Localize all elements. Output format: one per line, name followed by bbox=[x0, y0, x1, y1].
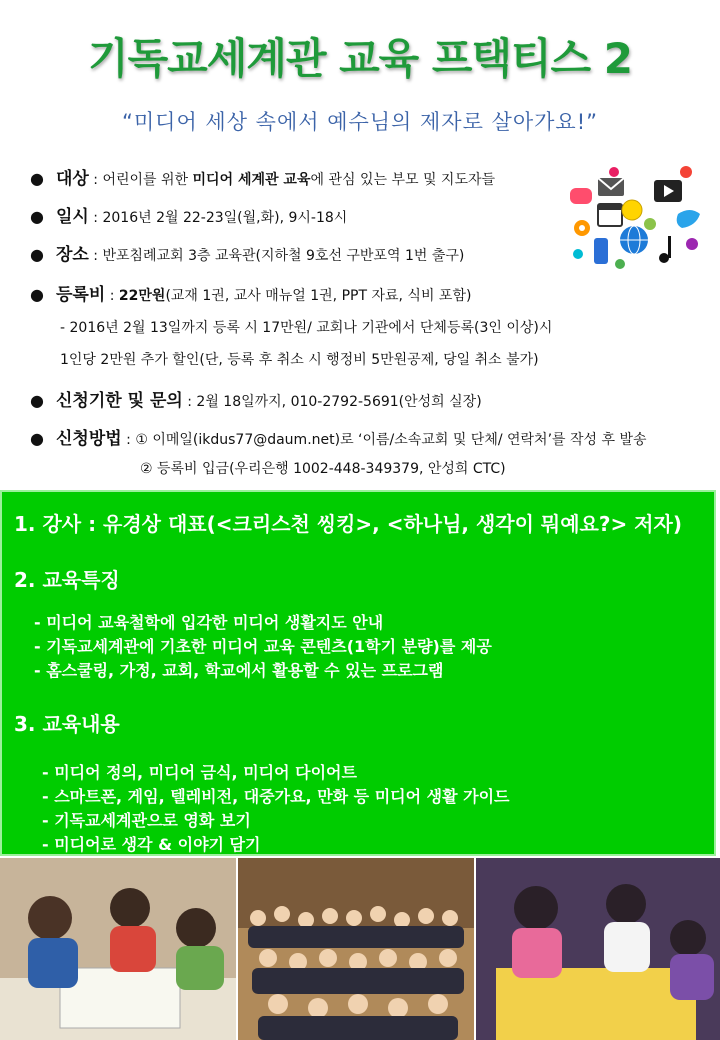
place-row bbox=[30, 240, 464, 265]
method-row bbox=[30, 424, 647, 449]
fee-text: (교재 1권, 교사 매뉴얼 1권, PPT 자료, 식비 포함) bbox=[165, 288, 472, 304]
content-item: - 스마트폰, 게임, 텔레비전, 대중가요, 만화 등 미디어 생활 가이드 bbox=[42, 787, 510, 806]
deadline-label: 신청기한 및 문의 bbox=[56, 391, 183, 411]
bullet: ● bbox=[30, 285, 44, 304]
bullet: ● bbox=[30, 391, 44, 410]
page-title: 기독교세계관 교육 프택티스 2 bbox=[88, 34, 632, 83]
target-label: 대상 bbox=[56, 169, 89, 189]
chat-icon bbox=[570, 188, 592, 204]
date-text: : 2016년 2월 22-23일(월,화), 9시-18시 bbox=[88, 210, 348, 226]
target-row bbox=[30, 164, 495, 189]
target-highlight: 미디어 세계관 교육 bbox=[192, 172, 311, 188]
fee-label: 등록비 bbox=[56, 285, 106, 305]
date-label: 일시 bbox=[56, 207, 89, 227]
content-item: - 기독교세계관으로 영화 보기 bbox=[42, 811, 251, 830]
email-icon bbox=[598, 178, 624, 196]
target-text-a: : 어린이를 위한 bbox=[88, 172, 193, 188]
fee-note-2: 1인당 2만원 추가 할인(단, 등록 후 취소 시 행정비 5만원공제, 당일 취소 불가) bbox=[60, 352, 539, 368]
globe-icon bbox=[620, 226, 648, 254]
fee-row bbox=[30, 280, 471, 305]
contents-title: 3. 교육내용 bbox=[14, 712, 120, 736]
phone-icon bbox=[594, 238, 608, 264]
photo-children-drawing bbox=[0, 858, 236, 1040]
feature-item: - 홈스쿨링, 가정, 교회, 학교에서 활용할 수 있는 프로그램 bbox=[34, 661, 444, 680]
target-text-b: 에 관심 있는 부모 및 지도자들 bbox=[310, 172, 496, 188]
bullet: ● bbox=[30, 169, 44, 188]
bullet: ● bbox=[30, 429, 44, 448]
place-text: : 반포침례교회 3층 교육관(지하철 9호선 구반포역 1번 출구) bbox=[88, 248, 465, 264]
calendar-icon bbox=[598, 204, 622, 226]
content-item: - 미디어 정의, 미디어 금식, 미디어 다이어트 bbox=[42, 763, 357, 782]
fee-sep: : bbox=[105, 288, 119, 304]
photo-group bbox=[238, 858, 474, 1040]
fee-note-1: - 2016년 2월 13일까지 등록 시 17만원/ 교회나 기관에서 단체등록(3인 이상)시 bbox=[60, 320, 553, 336]
place-label: 장소 bbox=[56, 245, 89, 265]
photo-workshop bbox=[476, 858, 720, 1040]
method-label: 신청방법 bbox=[56, 429, 122, 449]
play-icon bbox=[654, 180, 682, 202]
method-step-2: ② 등록비 입금(우리은행 1002-448-349379, 안성희 CTC) bbox=[140, 461, 506, 477]
fee-amount: 22만원 bbox=[118, 288, 166, 304]
deadline-row bbox=[30, 386, 482, 411]
bullet: ● bbox=[30, 245, 44, 264]
smiley-icon bbox=[622, 200, 642, 220]
instructor-line: 1. 강사 : 유경상 대표(<크리스천 씽킹>, <하나님, 생각이 뭐예요?> 저자) bbox=[14, 512, 682, 536]
twitter-bird-icon bbox=[677, 210, 700, 228]
features-title: 2. 교육특징 bbox=[14, 568, 120, 592]
page-subtitle: “미디어 세상 속에서 예수님의 제자로 살아가요!” bbox=[122, 110, 598, 134]
content-item: - 미디어로 생각 & 이야기 담기 bbox=[42, 835, 261, 854]
program-panel bbox=[0, 490, 716, 856]
music-note-icon bbox=[659, 236, 671, 263]
gear-icon bbox=[574, 220, 590, 236]
media-icon-cluster bbox=[550, 158, 710, 278]
deadline-text: : 2월 18일까지, 010-2792-5691(안성희 실장) bbox=[182, 394, 482, 410]
method-step-1: : ① 이메일(ikdus77@daum.net)로 ‘이름/소속교회 및 단체/ 연락처’를 작성 후 발송 bbox=[121, 432, 647, 448]
feature-item: - 미디어 교육철학에 입각한 미디어 생활지도 안내 bbox=[34, 613, 384, 632]
bullet: ● bbox=[30, 207, 44, 226]
feature-item: - 기독교세계관에 기초한 미디어 교육 콘텐츠(1학기 분량)를 제공 bbox=[34, 637, 492, 656]
date-row bbox=[30, 202, 347, 227]
photo-strip bbox=[0, 858, 720, 1040]
